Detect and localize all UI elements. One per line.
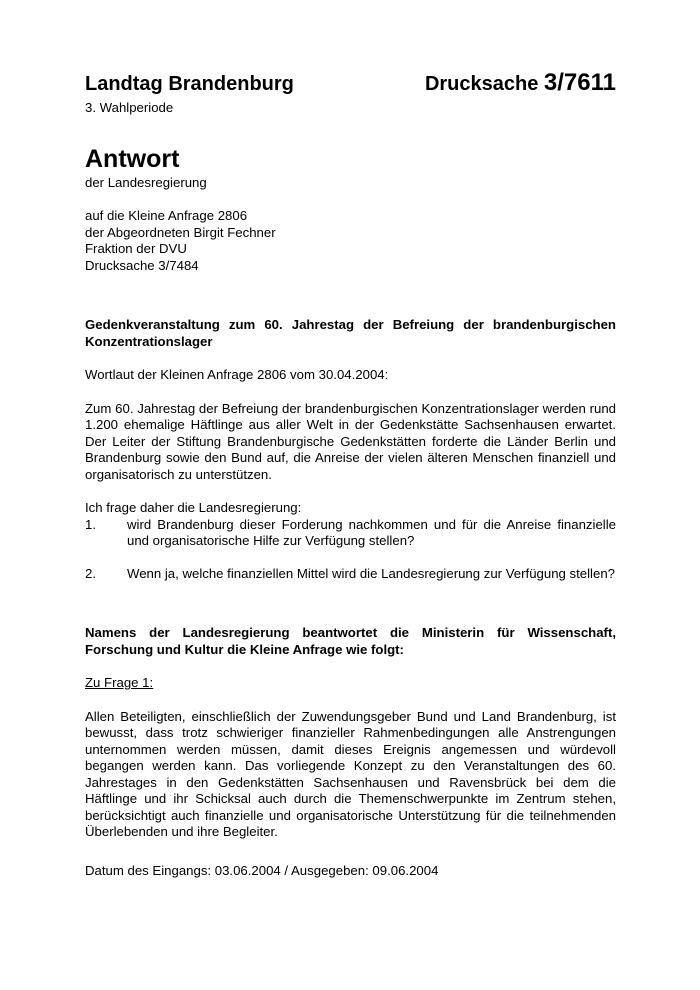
inquiry-line: Drucksache 3/7484 [85,257,199,273]
subject-heading: Gedenkveranstaltung zum 60. Jahrestag der Befreiung der brandenburgischen Konzentrationslager [85,317,616,349]
answer-label: Zu Frage 1: [85,675,154,690]
ask-intro: Ich frage daher die Landesregierung: [85,500,302,515]
question-item [85,566,616,583]
wording-intro: Wortlaut der Kleinen Anfrage 2806 vom 30.04.2004: [85,367,389,382]
document-page [85,66,616,879]
parliament-name: Landtag Brandenburg [85,73,294,95]
question-item [85,517,616,550]
document-header [85,66,616,100]
question-text: Wenn ja, welche finanziellen Mittel wird die Landesregierung zur Verfügung stellen? [127,565,615,581]
printed-matter-number [425,66,616,101]
legislative-period: 3. Wahlperiode [85,100,174,115]
document-title: Antwort [85,144,180,173]
printed-matter-value: 3/7611 [543,69,616,96]
inquiry-reference [85,208,616,274]
answer-paragraph: Allen Beteiligten, einschließlich der Zuwendungsgeber Bund und Land Brandenburg, ist bewusst, dass trotz schwieriger finanzieller Rahmenbedingungen alle Anstrengungen unternommen werden müssen, damit dieses Ereignis angemessen und würdevoll begangen werden kann. Das vorliegende Konzept zu den Veranstaltungen des 60. Jahrestages in den Gedenkstätten Sachsenhausen und Ravensbrück bei dem die Häftlinge und ihr Schicksal auch durch die Themenschwerpunkte im Zentrum stehen, berücksichtigt auch finanzielle und organisatorische Unterstützung für die teilnehmenden Überlebenden und ihre Begleiter. [85,708,616,839]
inquiry-line: auf die Kleine Anfrage 2806 [85,208,248,223]
inquiry-line: der Abgeordneten Birgit Fechner [85,224,276,240]
question-number: 1. [85,516,96,532]
document-subtitle: der Landesregierung [85,174,207,190]
issue-dates: Datum des Eingangs: 03.06.2004 / Ausgegeben: 09.06.2004 [85,862,439,878]
question-list [85,517,616,583]
printed-matter-label: Drucksache [424,73,539,95]
question-text: wird Brandenburg dieser Forderung nachkommen und für die Anreise finanzielle und organisatorische Hilfe zur Verfügung stellen? [127,516,616,548]
answer-intro: Namens der Landesregierung beantwortet die Ministerin für Wissenschaft, Forschung und Kultur die Kleine Anfrage wie folgt: [85,625,616,657]
inquiry-line: Fraktion der DVU [85,241,187,256]
question-paragraph: Zum 60. Jahrestag der Befreiung der brandenburgischen Konzentrationslager werden rund 1.200 ehemalige Häftlinge aus aller Welt in der Gedenkstätte Sachsenhausen erwartet. Der Leiter der Stiftung Brandenburgische Gedenkstätten forderte die Länder Berlin und Brandenburg sowie den Bund auf, die Anreise der vielen älteren Menschen finanziell und organisatorisch zu unterstützen. [85,400,616,482]
question-number: 2. [85,565,96,581]
